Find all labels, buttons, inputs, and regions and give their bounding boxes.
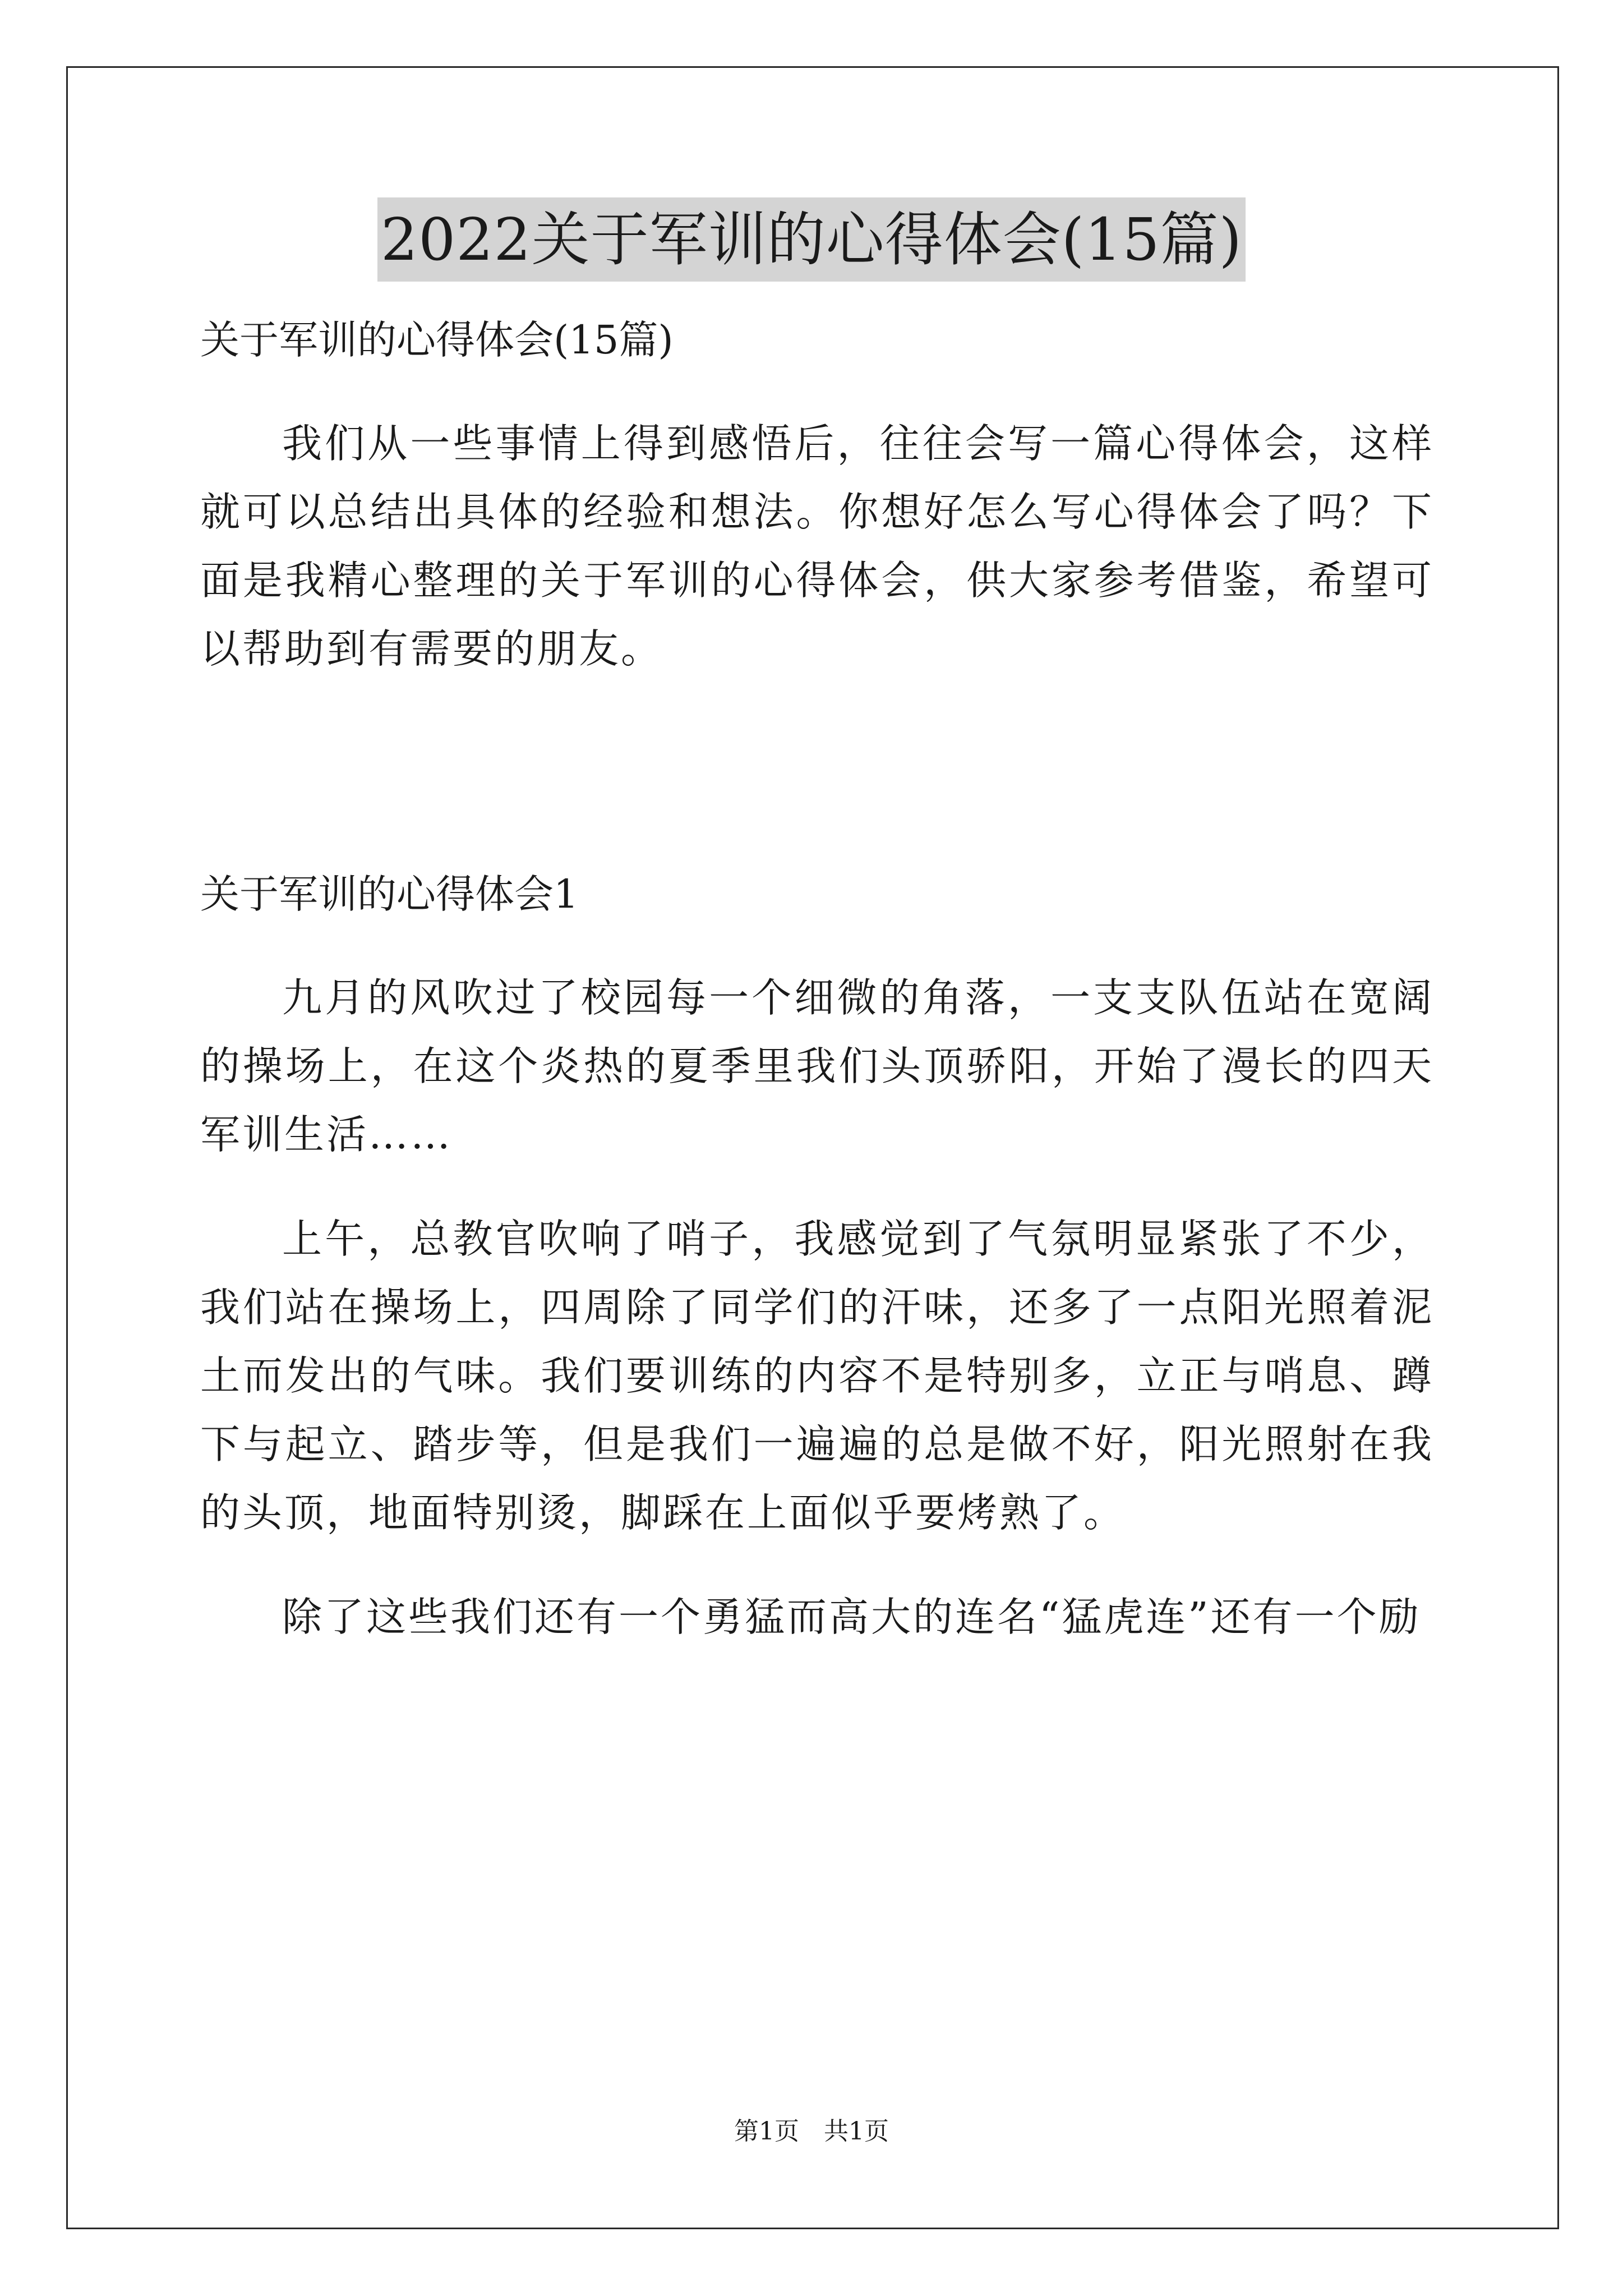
page-number-current: 第1页	[734, 2117, 799, 2146]
body-paragraph-3: 除了这些我们还有一个勇猛而高大的连名“猛虎连”还有一个励	[282, 1594, 1421, 1640]
title-container	[0, 197, 1623, 282]
document-title: 2022关于军训的心得体会(15篇)	[377, 197, 1246, 282]
section-heading: 关于军训的心得体会1	[200, 871, 579, 917]
body-paragraph-2: 上午，总教官吹响了哨子，我感觉到了气氛明显紧张了不少，我们站在操场上，四周除了同学们的汗味，还多了一点阳光照着泥土而发出的气味。我们要训练的内容不是特别多，立正与哨息、蹲下与起立、踏步等，但是我们一遍遍的总是做不好，阳光照射在我的头顶，地面特别烫，脚踩在上面似乎要烤熟了。	[200, 1216, 1434, 1536]
intro-paragraph: 我们从一些事情上得到感悟后，往往会写一篇心得体会，这样就可以总结出具体的经验和想法。你想好怎么写心得体会了吗？下面是我精心整理的关于军训的心得体会，供大家参考借鉴，希望可以帮助到有需要的朋友。	[200, 420, 1434, 672]
document-subtitle: 关于军训的心得体会(15篇)	[200, 317, 674, 363]
page-footer	[0, 2115, 1623, 2148]
page-number-total: 共1页	[824, 2117, 889, 2146]
document-body	[200, 306, 1434, 1651]
body-paragraph-1: 九月的风吹过了校园每一个细微的角落，一支支队伍站在宽阔的操场上，在这个炎热的夏季里我们头顶骄阳，开始了漫长的四天军训生活……	[200, 974, 1434, 1158]
